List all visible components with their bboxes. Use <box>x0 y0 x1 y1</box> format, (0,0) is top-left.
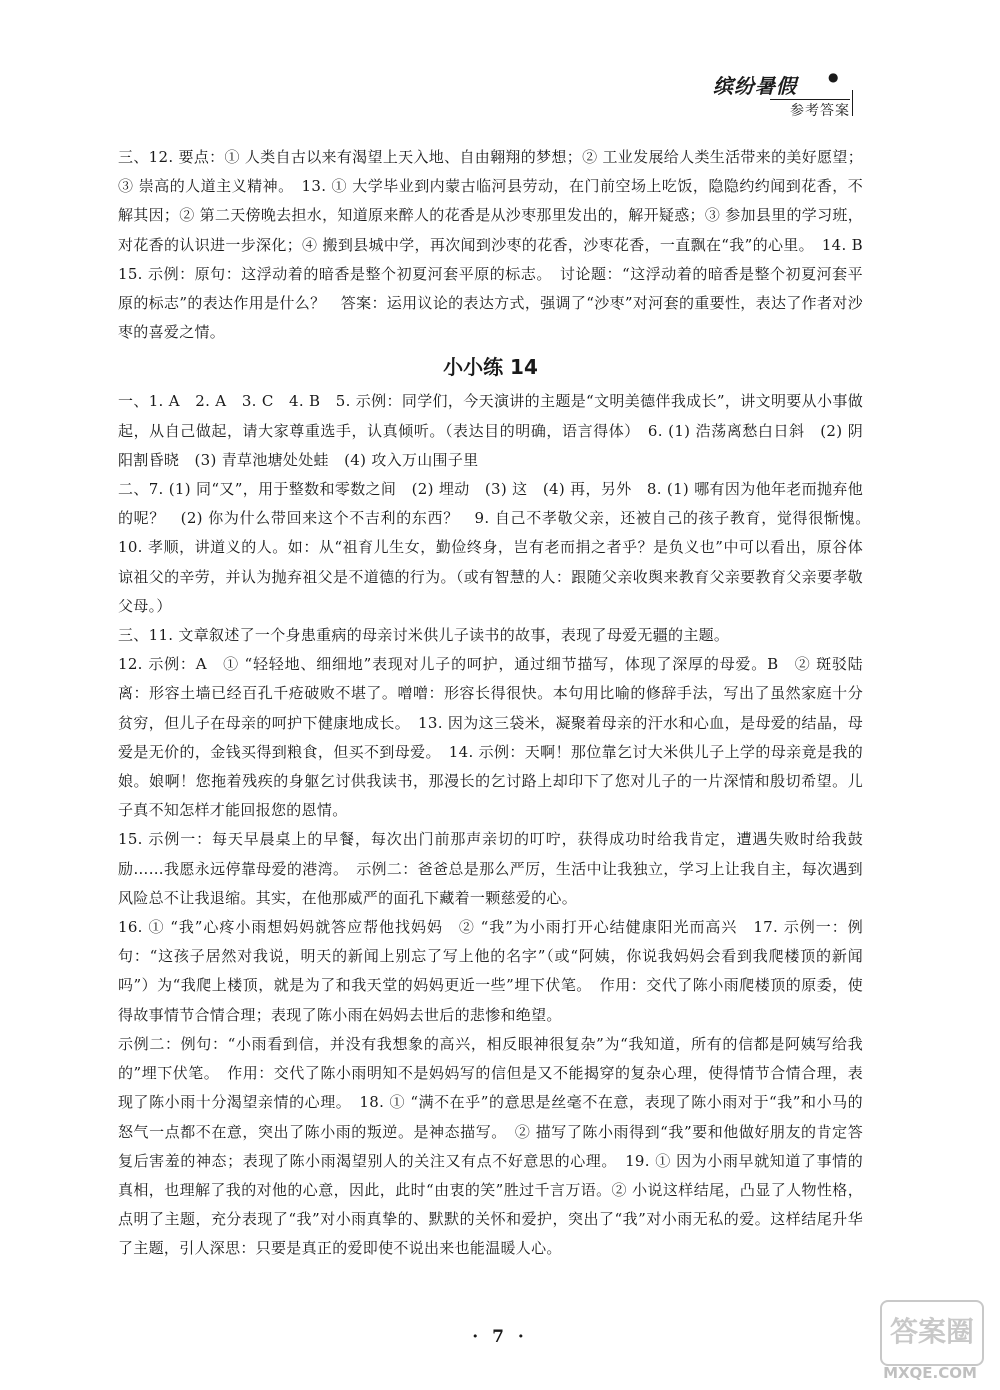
header-brand <box>680 70 870 128</box>
answer-block: 三、11. 文章叙述了一个身患重病的母亲讨米供儿子读书的故事，表现了母爱无疆的主题。 <box>118 626 730 645</box>
answer-block: 三、12. 要点：① 人类自古以来有渴望上天入地、自由翱翔的梦想；② 工业发展给人类生活带来的美好愿望；③ 崇高的人道主义精神。 13. ① 大学毕业到内蒙古临河县劳动，在门前空场上吃饭，隐隐约约闻到花香，不解其因；② 第二天傍晚去担水，知道原来醉人的花香是从沙枣那里发出的，解开疑惑；③ 参加县里的学习班，对花香的认识进一步深化；④ 搬到县城中学，再次闻到沙枣的花香，沙枣花香，一直飘在“我”的心里。 14. B 15. 示例：原句：这浮动着的暗香是整个初夏河套平原的标志。 讨论题：“这浮动着的暗香是整个初夏河套平原的标志”的表达作用是什么？ 答案：运用议论的表达方式，强调了“沙枣”对河套的重要性，表达了作者对沙枣的喜爱之情。 <box>118 148 879 342</box>
answer-content <box>118 143 879 1264</box>
page-number: · 7 · <box>472 1327 528 1347</box>
watermark-logo: 答案圈 <box>880 1300 984 1366</box>
answer-block: 一、1. A 2. A 3. C 4. B 5. 示例：同学们，今天演讲的主题是“文明美德伴我成长”，讲文明要从小事做起，从自己做起，请大家尊重选手，认真倾听。（表达目的明确，语言得体） 6. (1) 浩荡离愁白日斜 (2) 阴阳割昏晓 (3) 青草池塘处处蛙 (4) 攻入万山围子里 <box>118 392 863 469</box>
brand-subtitle: 参考答案 <box>790 103 850 119</box>
answer-block: 12. 示例：A ① “轻轻地、细细地”表现对儿子的呵护，通过细节描写，体现了深厚的母爱。B ② 斑驳陆离：形容土墙已经百孔千疮破败不堪了。噌噌：形容长得很快。本句用比喻的修辞手法，写出了虽然家庭十分贫穷，但儿子在母亲的呵护下健康地成长。 13. 因为这三袋米，凝聚着母亲的汗水和心血，是母爱的结晶，母爱是无价的，金钱买得到粮食，但买不到母爱。 14. 示例：天啊！那位靠乞讨大米供儿子上学的母亲竟是我的娘。娘啊！您拖着残疾的身躯乞讨供我读书，那漫长的乞讨路上却印下了您对儿子的一片深情和殷切希望。儿子真不知怎样才能回报您的恩情。 <box>118 655 863 820</box>
brand-title: 缤纷暑假 <box>713 74 797 98</box>
answer-block: 15. 示例一：每天早晨桌上的早餐，每次出门前那声亲切的叮咛，获得成功时给我肯定，遭遇失败时给我鼓励……我愿永远停靠母爱的港湾。 示例二：爸爸总是那么严厉，生活中让我独立，学习上让我自主，每次遇到风险总不让我退缩。其实，在他那威严的面孔下藏着一颗慈爱的心。 <box>118 830 863 907</box>
watermark <box>880 1300 980 1380</box>
section-title: 小小练 14 <box>443 355 538 380</box>
answer-block: 二、7. (1) 同“又”，用于整数和零数之间 (2) 埋动 (3) 这 (4) 再，另外 8. (1) 哪有因为他年老而抛弃他的呢？ (2) 你为什么带回来这个不吉利的东西？ 9. 自己不孝敬父亲，还被自己的孩子教育，觉得很惭愧。 10. 孝顺，讲道义的人。如：从“祖育儿生女，勤俭终身，岂有老而捐之者乎？是负义也”中可以看出，原谷体谅祖父的辛劳，并认为抛弃祖父是不道德的行为。（或有智慧的人：跟随父亲收舆来教育父亲要教育父亲要孝敬父母。） <box>118 480 879 615</box>
answer-block: 16. ① “我”心疼小雨想妈妈就答应帮他找妈妈 ② “我”为小雨打开心结健康阳光而高兴 17. 示例一：例句：“这孩子居然对我说，明天的新闻上别忘了写上他的名字”（或“阿姨，你说我妈妈会看到我爬楼顶的新闻吗”）为“我爬上楼顶，就是为了和我天堂的妈妈更近一些”埋下伏笔。 作用：交代了陈小雨爬楼顶的原委，使得故事情节合情合理；表现了陈小雨在妈妈去世后的悲惨和绝望。 <box>118 918 863 1024</box>
answer-block: 示例二：例句：“小雨看到信，并没有我想象的高兴，相反眼神很复杂”为“我知道，所有的信都是阿姨写给我的”埋下伏笔。 作用：交代了陈小雨明知不是妈妈写的信但是又不能揭穿的复杂心理，使得情节合情合理，表现了陈小雨十分渴望亲情的心理。 18. ① “满不在乎”的意思是丝毫不在意，表现了陈小雨对于“我”和小马的怒气一点都不在意，突出了陈小雨的叛逆。是神态描写。 ② 描写了陈小雨得到“我”要和他做好朋友的肯定答复后害羞的神态；表现了陈小雨渴望别人的关注又有点不好意思的心理。 19. ① 因为小雨早就知道了事情的真相，也理解了我的对他的心意，因此，此时“由衷的笑”胜过千言万语。② 小说这样结尾，凸显了人物性格，点明了主题，充分表现了“我”对小雨真挚的、默默的关怀和爱护，突出了“我”对小雨无私的爱。这样结尾升华了主题，引人深思：只要是真正的爱即使不说出来也能温暖人心。 <box>118 1034 863 1258</box>
watermark-url: MXQE.COM <box>883 1364 977 1382</box>
brand-dot-icon: ● <box>828 70 839 84</box>
